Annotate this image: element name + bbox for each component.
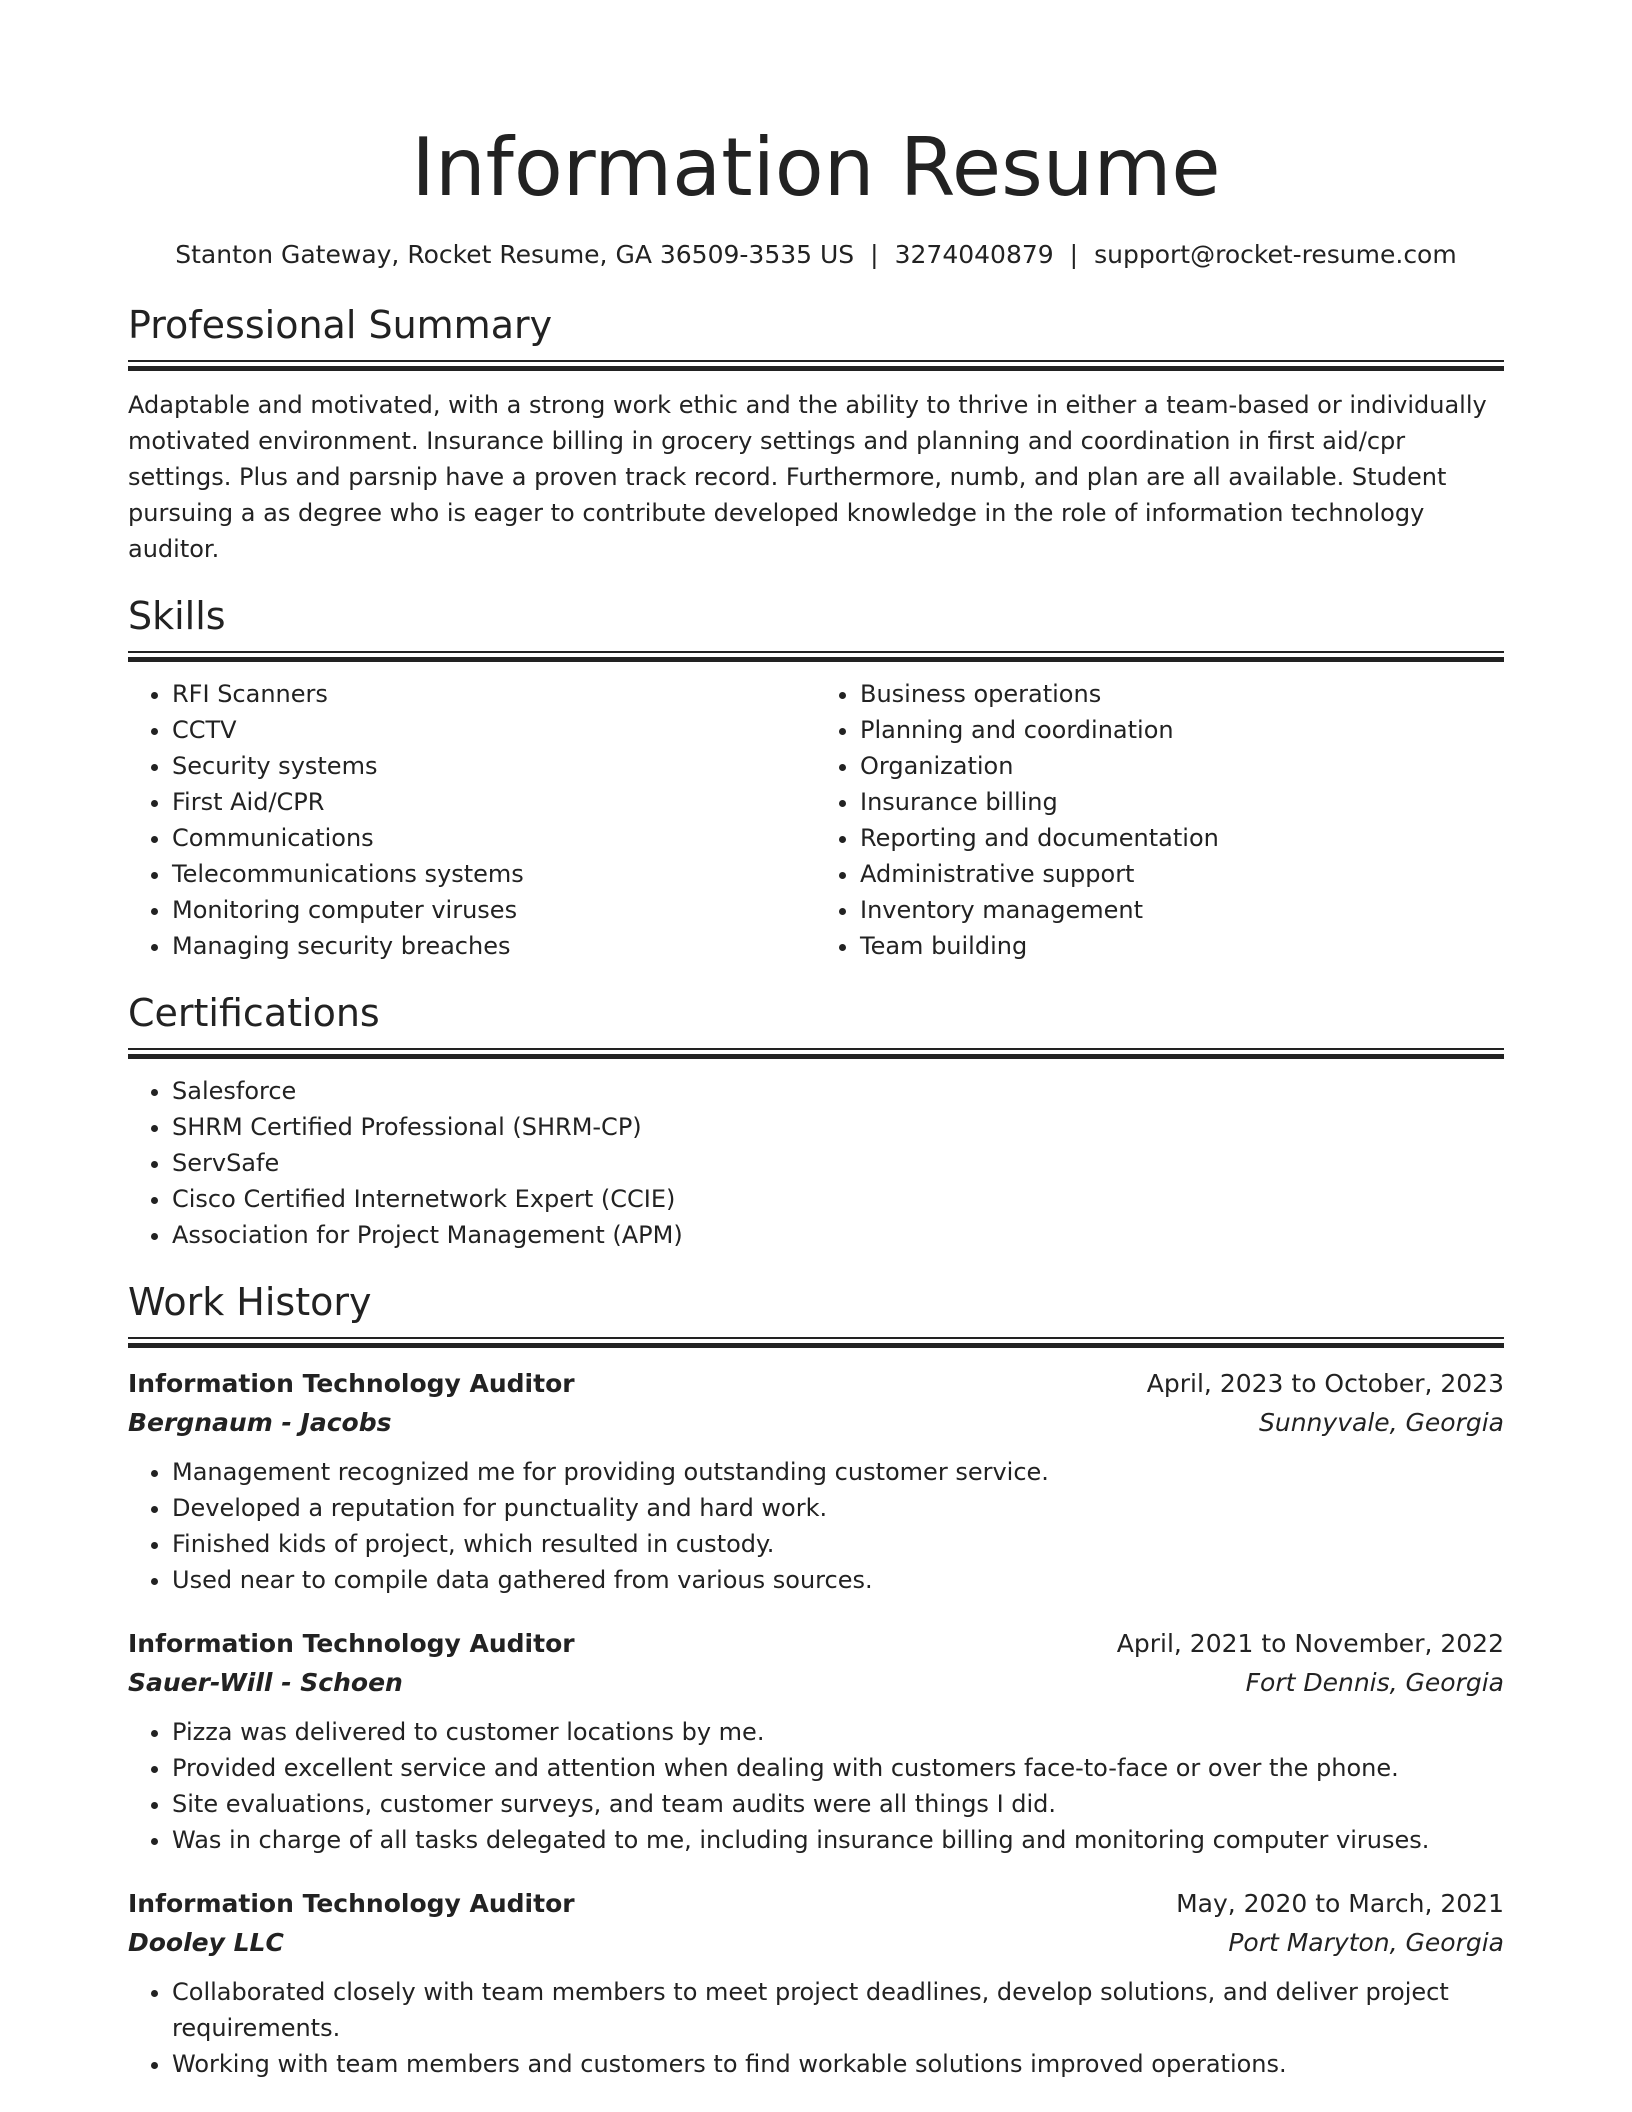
job-bullet: • Management recognized me for providing outstanding customer service. xyxy=(172,1454,1504,1490)
section-divider xyxy=(128,360,1504,371)
job-dates: April, 2021 to November, 2022 xyxy=(1116,1629,1504,1658)
skills-list-right xyxy=(816,676,1504,964)
certification-item: • Association for Project Management (APM) xyxy=(172,1217,1504,1253)
skill-item: • First Aid/CPR xyxy=(172,784,816,820)
job-entry xyxy=(128,1364,1504,1598)
job-subheader xyxy=(128,1924,1504,1962)
job-bullet: • Developed a reputation for punctuality and hard work. xyxy=(172,1490,1504,1526)
skill-item: • Business operations xyxy=(860,676,1504,712)
job-header xyxy=(128,1884,1504,1924)
job-location: Fort Dennis, Georgia xyxy=(1245,1668,1504,1697)
skill-item: • RFI Scanners xyxy=(172,676,816,712)
contact-email: support@rocket-resume.com xyxy=(1094,240,1457,269)
summary-section xyxy=(128,302,1504,567)
skill-item: • Telecommunications systems xyxy=(172,856,816,892)
contact-line xyxy=(128,238,1504,272)
job-title: Information Technology Auditor xyxy=(128,1369,575,1398)
job-bullet: • Working with team members and customers to find workable solutions improved operations. xyxy=(172,2046,1504,2082)
job-entry xyxy=(128,1624,1504,1858)
contact-separator: | xyxy=(870,240,879,269)
job-bullet: • Collaborated closely with team members to meet project deadlines, develop solutions, and deliver project requirements. xyxy=(172,1974,1504,2046)
contact-address: Stanton Gateway, Rocket Resume, GA 36509-3535 US xyxy=(175,240,855,269)
section-divider xyxy=(128,1048,1504,1059)
skill-item: • Organization xyxy=(860,748,1504,784)
job-company: Bergnaum - Jacobs xyxy=(128,1408,392,1437)
job-dates: May, 2020 to March, 2021 xyxy=(1176,1889,1504,1918)
certifications-section xyxy=(128,990,1504,1253)
job-header xyxy=(128,1364,1504,1404)
job-location: Port Maryton, Georgia xyxy=(1228,1928,1504,1957)
skill-item: • CCTV xyxy=(172,712,816,748)
job-bullet-list xyxy=(128,1974,1504,2082)
job-dates: April, 2023 to October, 2023 xyxy=(1146,1369,1504,1398)
summary-text: Adaptable and motivated, with a strong work ethic and the ability to thrive in either a team-based or individually motivated environment. Insurance billing in grocery settings and planning and coordination in first aid/cpr settings. Plus and parsnip have a proven track record. Furthermore, numb, and plan are all available. Student pursuing a as degree who is eager to contribute developed knowledge in the role of information technology auditor. xyxy=(128,391,1487,563)
job-bullet: • Used near to compile data gathered from various sources. xyxy=(172,1562,1504,1598)
job-subheader xyxy=(128,1664,1504,1702)
skill-item: • Insurance billing xyxy=(860,784,1504,820)
contact-phone: 3274040879 xyxy=(894,240,1054,269)
resume-page xyxy=(128,0,1504,2082)
skill-item: • Monitoring computer viruses xyxy=(172,892,816,928)
job-bullet: • Provided excellent service and attention when dealing with customers face-to-face or over the phone. xyxy=(172,1750,1504,1786)
contact-separator: | xyxy=(1069,240,1079,269)
section-divider xyxy=(128,1337,1504,1348)
job-bullet-list xyxy=(128,1454,1504,1598)
work-history-title: Work History xyxy=(128,1280,372,1324)
job-company: Sauer-Will - Schoen xyxy=(128,1668,403,1697)
job-location: Sunnyvale, Georgia xyxy=(1259,1408,1504,1437)
job-company: Dooley LLC xyxy=(128,1928,284,1957)
summary-title: Professional Summary xyxy=(128,303,553,347)
skill-item: • Administrative support xyxy=(860,856,1504,892)
skill-item: • Reporting and documentation xyxy=(860,820,1504,856)
job-bullet: • Was in charge of all tasks delegated to me, including insurance billing and monitoring computer viruses. xyxy=(172,1822,1504,1858)
skill-item: • Managing security breaches xyxy=(172,928,816,964)
section-divider xyxy=(128,651,1504,662)
job-entry xyxy=(128,1884,1504,2082)
work-history-section xyxy=(128,1279,1504,2082)
certifications-title: Certifications xyxy=(128,991,380,1035)
skills-list-left xyxy=(128,676,816,964)
skills-title: Skills xyxy=(128,594,226,638)
job-header xyxy=(128,1624,1504,1664)
certification-item: • ServSafe xyxy=(172,1145,1504,1181)
skills-section xyxy=(128,593,1504,964)
certifications-list xyxy=(128,1073,1504,1253)
skills-column-left xyxy=(128,676,816,964)
job-bullet-list xyxy=(128,1714,1504,1858)
job-bullet: • Finished kids of project, which resulted in custody. xyxy=(172,1526,1504,1562)
certification-item: • Salesforce xyxy=(172,1073,1504,1109)
job-bullet: • Pizza was delivered to customer locations by me. xyxy=(172,1714,1504,1750)
skill-item: • Planning and coordination xyxy=(860,712,1504,748)
job-title: Information Technology Auditor xyxy=(128,1629,575,1658)
certification-item: • Cisco Certified Internetwork Expert (CCIE) xyxy=(172,1181,1504,1217)
certification-item: • SHRM Certified Professional (SHRM-CP) xyxy=(172,1109,1504,1145)
skills-columns xyxy=(128,676,1504,964)
skill-item: • Inventory management xyxy=(860,892,1504,928)
skill-item: • Communications xyxy=(172,820,816,856)
job-title: Information Technology Auditor xyxy=(128,1889,575,1918)
job-bullet: • Site evaluations, customer surveys, and team audits were all things I did. xyxy=(172,1786,1504,1822)
skill-item: • Team building xyxy=(860,928,1504,964)
skill-item: • Security systems xyxy=(172,748,816,784)
skills-column-right xyxy=(816,676,1504,964)
resume-name: Information Resume xyxy=(411,121,1221,214)
job-subheader xyxy=(128,1404,1504,1442)
